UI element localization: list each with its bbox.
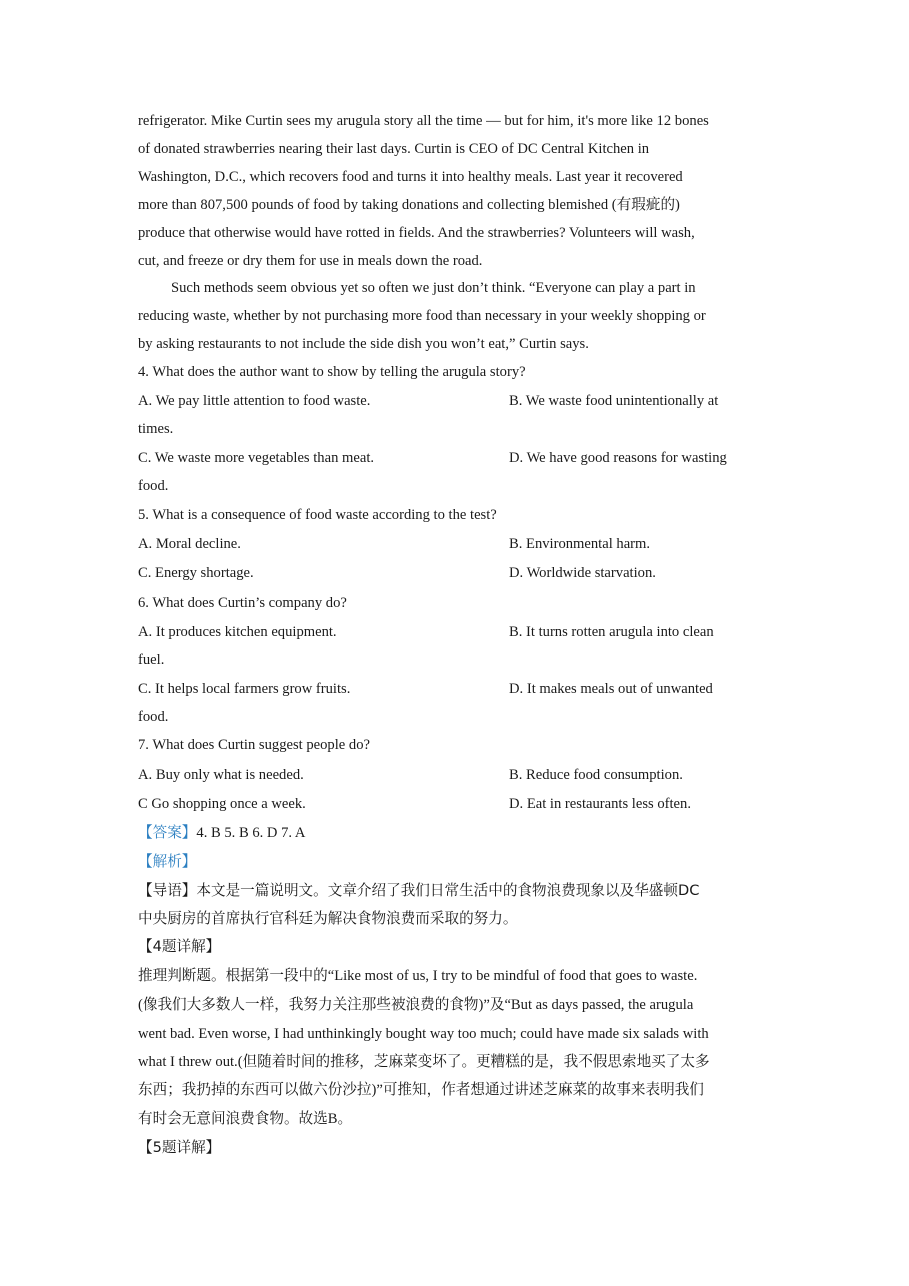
option-b: B. We waste food unintentionally at [509, 393, 719, 409]
guide-line: 中央厨房的首席执行官科廷为解决食物浪费而采取的努力。 [138, 910, 518, 927]
option-b: B. Environmental harm. [509, 536, 651, 552]
option-d: D. We have good reasons for wasting [509, 450, 727, 466]
option-c: C. We waste more vegetables than meat. [138, 450, 375, 466]
guide-line: 【导语】本文是一篇说明文。文章介绍了我们日常生活中的食物浪费现象以及华盛顿DC [138, 882, 700, 899]
analysis-label: 【解析】 [138, 853, 197, 870]
option-a: A. Moral decline. [138, 536, 241, 552]
passage-line: Washington, D.C., which recovers food and turns it into healthy meals. Last year it recovered [138, 169, 683, 185]
question-stem: 4. What does the author want to show by telling the arugula story? [138, 364, 526, 380]
passage-line: produce that otherwise would have rotted in fields. And the strawberries? Volunteers will wash, [138, 225, 695, 241]
detail-line: what I threw out.(但随着时间的推移，芝麻菜变坏了。更糟糕的是，我不假思索地买了太多 [138, 1054, 710, 1070]
option-a: A. We pay little attention to food waste. [138, 393, 371, 409]
option-d: D. Worldwide starvation. [509, 565, 656, 581]
passage-line: of donated strawberries nearing their last days. Curtin is CEO of DC Central Kitchen in [138, 141, 650, 157]
passage-line: by asking restaurants to not include the side dish you won’t eat,” Curtin says. [138, 336, 589, 352]
option-a: A. It produces kitchen equipment. [138, 624, 337, 640]
question-stem: 5. What is a consequence of food waste according to the test? [138, 507, 497, 523]
option-b: B. Reduce food consumption. [509, 767, 683, 783]
detail-line: went bad. Even worse, I had unthinkingly bought way too much; could have made six salads with [138, 1026, 709, 1042]
answer-line [138, 823, 305, 843]
q4-detail-heading: 【4题详解】 [138, 938, 221, 955]
question-stem: 6. What does Curtin’s company do? [138, 595, 347, 611]
option-a: A. Buy only what is needed. [138, 767, 304, 783]
option-wrap: times. [138, 421, 174, 437]
answer-label: 【答案】 [138, 824, 197, 841]
passage-line: Such methods seem obvious yet so often we just don’t think. “Everyone can play a part in [171, 280, 696, 296]
option-wrap: food. [138, 478, 169, 494]
option-c: C. It helps local farmers grow fruits. [138, 681, 351, 697]
detail-line: (像我们大多数人一样，我努力关注那些被浪费的食物)”及“But as days passed, the arugula [138, 997, 694, 1013]
passage-line: cut, and freeze or dry them for use in meals down the road. [138, 253, 483, 269]
option-b: B. It turns rotten arugula into clean [509, 624, 714, 640]
passage-line: reducing waste, whether by not purchasing more food than necessary in your weekly shopping or [138, 308, 706, 324]
detail-line: 有时会无意间浪费食物。故选B。 [138, 1111, 353, 1127]
option-wrap: fuel. [138, 652, 165, 668]
option-wrap: food. [138, 709, 169, 725]
passage-line: refrigerator. Mike Curtin sees my arugula story all the time — but for him, it's more like 12 bones [138, 113, 709, 129]
q5-detail-heading: 【5题详解】 [138, 1139, 221, 1156]
option-d: D. Eat in restaurants less often. [509, 796, 691, 812]
option-c: C. Energy shortage. [138, 565, 254, 581]
option-d: D. It makes meals out of unwanted [509, 681, 713, 697]
answer-text: 4. B 5. B 6. D 7. A [196, 825, 306, 841]
option-c: C Go shopping once a week. [138, 796, 306, 812]
detail-line: 推理判断题。根据第一段中的“Like most of us, I try to be mindful of food that goes to waste. [138, 968, 698, 984]
question-stem: 7. What does Curtin suggest people do? [138, 737, 370, 753]
passage-line: more than 807,500 pounds of food by taking donations and collecting blemished (有瑕疵的) [138, 197, 680, 213]
detail-line: 东西；我扔掉的东西可以做六份沙拉)”可推知，作者想通过讲述芝麻菜的故事来表明我们 [138, 1082, 704, 1098]
